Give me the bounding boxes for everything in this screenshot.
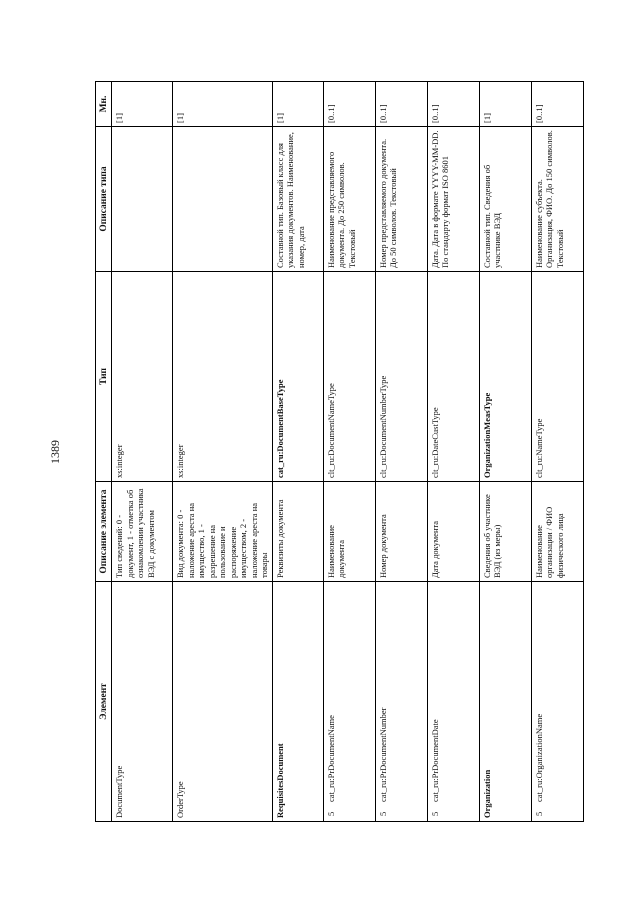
- cell-element: OrderType: [173, 582, 273, 822]
- cell-element: RequisitesDocument: [272, 582, 323, 822]
- table-header-row: [96, 82, 112, 822]
- cell-element-desc: Дата документа: [427, 482, 479, 582]
- table-row: [112, 82, 173, 822]
- header-element-desc: Описание элемента: [96, 482, 112, 582]
- cell-element-desc: Тип сведений: 0 - документ, 1 - отметка об ознакомлении участника ВЭД с документом: [112, 482, 173, 582]
- cell-multiplicity: [0..1]: [375, 82, 427, 127]
- header-type-desc: Описание типа: [96, 127, 112, 272]
- cell-type: clt_ru:NameType: [531, 272, 583, 482]
- nesting-level: 5: [377, 811, 388, 816]
- table-row: [173, 82, 273, 822]
- rotated-table-container: [95, 82, 565, 822]
- cell-type-desc: Номер представляемого документа. До 50 символов. Текстовый: [375, 127, 427, 272]
- cell-multiplicity: [0..1]: [323, 82, 375, 127]
- nesting-level: 5: [429, 811, 440, 816]
- table-row: [479, 82, 531, 822]
- cell-type: xs:integer: [173, 272, 273, 482]
- cell-element-desc: Наименование организации / ФИО физического лица: [531, 482, 583, 582]
- cell-element: DocumentType: [112, 582, 173, 822]
- nesting-level: 5: [533, 811, 544, 816]
- table-row: [323, 82, 375, 822]
- cell-element-desc: Номер документа: [375, 482, 427, 582]
- cell-type-desc: [112, 127, 173, 272]
- cell-type-desc: Наименование представляемого документа. До 250 символов. Текстовый: [323, 127, 375, 272]
- cell-element: [427, 582, 479, 822]
- cell-multiplicity: [0..1]: [427, 82, 479, 127]
- cell-element: [375, 582, 427, 822]
- cell-element: [323, 582, 375, 822]
- cell-type-desc: [173, 127, 273, 272]
- cell-type: cat_ru:DocumentBaseType: [272, 272, 323, 482]
- element-name: cat_ru:PrDocumentName: [325, 715, 336, 802]
- cell-type: clt_ru:DocumentNameType: [323, 272, 375, 482]
- header-element: Элемент: [96, 582, 112, 822]
- cell-multiplicity: [1]: [173, 82, 273, 127]
- cell-type: xs:integer: [112, 272, 173, 482]
- cell-type-desc: Дата. Дата в формате YYYY-MM-DD. По стандарту формат ISO 8601: [427, 127, 479, 272]
- cell-type-desc: Наименование субъекта. Организация, ФИО. До 150 символов. Текстовый: [531, 127, 583, 272]
- element-name: cat_ru:OrganizationName: [533, 713, 544, 802]
- cell-element-desc: Реквизиты документа: [272, 482, 323, 582]
- cell-multiplicity: [0..1]: [531, 82, 583, 127]
- table-row: [427, 82, 479, 822]
- cell-element: Organization: [479, 582, 531, 822]
- cell-element: [531, 582, 583, 822]
- page-number: 1389: [48, 440, 62, 464]
- header-multiplicity: Мн.: [96, 82, 112, 127]
- cell-element-desc: Сведения об участнике ВЭД (из меры): [479, 482, 531, 582]
- element-name: cat_ru:PrDocumentDate: [429, 719, 440, 802]
- table-row: [272, 82, 323, 822]
- cell-type: clt_ru:DateCustType: [427, 272, 479, 482]
- cell-element-desc: Наименование документа: [323, 482, 375, 582]
- table-row: [375, 82, 427, 822]
- nesting-level: 5: [325, 811, 336, 816]
- cell-multiplicity: [1]: [112, 82, 173, 127]
- schema-table: [95, 81, 584, 822]
- cell-type: OrganizationMeasType: [479, 272, 531, 482]
- cell-type-desc: Составной тип. Базовый класс для указания документов. Наименование, номер, дата: [272, 127, 323, 272]
- cell-type: clt_ru:DocumentNumberType: [375, 272, 427, 482]
- table-row: [531, 82, 583, 822]
- cell-multiplicity: [1]: [272, 82, 323, 127]
- element-name: cat_ru:PrDocumentNumber: [377, 707, 388, 802]
- cell-element-desc: Вид документа: 0 - наложение ареста на имущество, 1 - разрешение на пользование и распоряжение имуществом, 2 - наложение ареста на товары: [173, 482, 273, 582]
- cell-multiplicity: [1]: [479, 82, 531, 127]
- cell-type-desc: Составной тип. Сведения об участнике ВЭД: [479, 127, 531, 272]
- header-type: Тип: [96, 272, 112, 482]
